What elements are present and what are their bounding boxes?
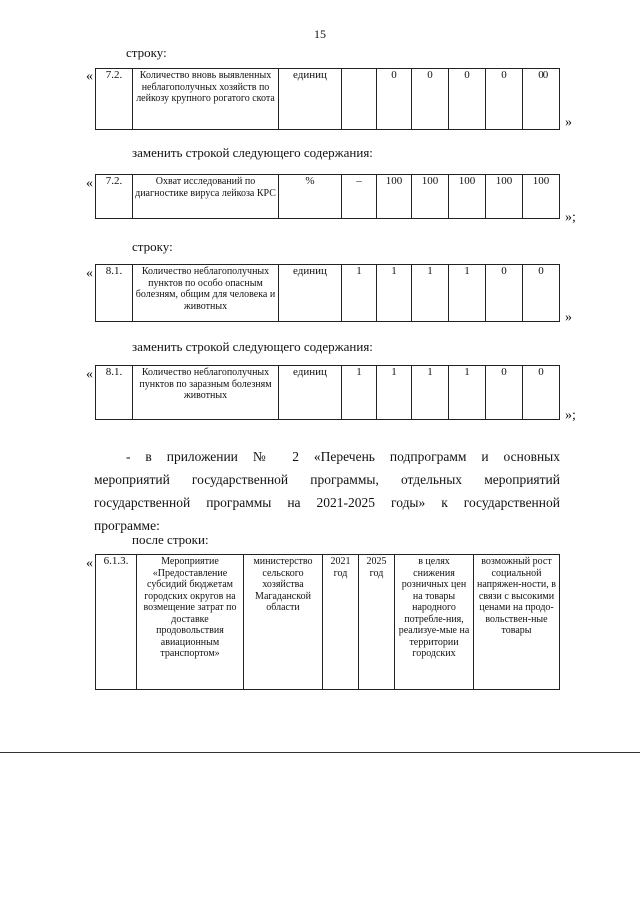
paragraph-line: мероприятий государственной программы, отдельных мероприятий xyxy=(94,472,560,487)
value-cell: 1 xyxy=(377,366,412,420)
measure-name: Мероприятие «Предоставление субсидий бюджетам городских округов на возмещение затрат по доставке продовольствия авиационным транспортом» xyxy=(137,555,244,690)
page-divider xyxy=(0,752,640,753)
unit-cell: единиц xyxy=(279,69,342,130)
table-7-2-old xyxy=(95,68,560,130)
quote-close-3: » xyxy=(565,310,572,325)
unit-cell: % xyxy=(279,175,342,219)
year-end-cell: 2025 год xyxy=(359,555,395,690)
value-cell: 1 xyxy=(412,366,449,420)
row-number: 6.1.3. xyxy=(96,555,137,690)
value-cell: – xyxy=(342,175,377,219)
executor-cell: министерство сельского хозяйства Магаданской области xyxy=(244,555,323,690)
value-cell: 0 xyxy=(523,265,560,322)
table-8-1-new xyxy=(95,365,560,420)
value-cell: 0 xyxy=(486,366,523,420)
quote-open-5: « xyxy=(86,556,93,571)
value-cell: 1 xyxy=(342,366,377,420)
goal-cell: в целях снижения розничных цен на товары народного потребле-ния, реализуе-мые на территории городских xyxy=(395,555,474,690)
paragraph-line: программе: xyxy=(94,518,160,533)
table-7-2-new xyxy=(95,174,560,219)
appendix-paragraph xyxy=(94,445,560,537)
risk-cell: возможный рост социальной напряжен-ности, в связи с высокими ценами на продо-вольствен-ные товары xyxy=(474,555,560,690)
value-cell: 0 xyxy=(486,69,523,130)
value-cell: 0 xyxy=(486,265,523,322)
value-cell: 1 xyxy=(342,265,377,322)
value-cell: 1 xyxy=(377,265,412,322)
unit-cell: единиц xyxy=(279,366,342,420)
value-cell: 0 xyxy=(412,69,449,130)
paragraph-line: - в приложении № 2 «Перечень подпрограмм и основных xyxy=(126,449,560,464)
value-cell: 1 xyxy=(412,265,449,322)
quote-open-4: « xyxy=(86,367,93,382)
row-number: 7.2. xyxy=(96,175,133,219)
value-cell: 0 xyxy=(542,69,549,81)
unit-cell: единиц xyxy=(279,265,342,322)
row-number: 8.1. xyxy=(96,366,133,420)
quote-close-2: »; xyxy=(565,210,576,225)
value-cell xyxy=(342,69,377,130)
value-cell: 0 xyxy=(377,69,412,130)
quote-close-1: » xyxy=(565,115,572,130)
value-cell: 100 xyxy=(486,175,523,219)
page-number: 15 xyxy=(314,27,326,41)
row-number: 7.2. xyxy=(96,69,133,130)
label-row-1: строку: xyxy=(126,45,167,60)
quote-open-3: « xyxy=(86,266,93,281)
quote-close-4: »; xyxy=(565,408,576,423)
label-after-rows: после строки: xyxy=(132,532,209,547)
indicator-name: Количество вновь выявленных неблагополучных хозяйств по лейкозу крупного рогатого скота xyxy=(133,69,279,130)
quote-open-1: « xyxy=(86,69,93,84)
value-cell: 100 xyxy=(449,175,486,219)
label-row-2: строку: xyxy=(132,239,173,254)
label-replace-1: заменить строкой следующего содержания: xyxy=(132,145,373,160)
value-cell: 1 xyxy=(449,265,486,322)
value-cell: 0 xyxy=(523,69,560,130)
label-replace-2: заменить строкой следующего содержания: xyxy=(132,339,373,354)
row-number: 8.1. xyxy=(96,265,133,322)
paragraph-line: государственной программы на 2021-2025 годы» к государственной xyxy=(94,495,560,510)
table-8-1-old xyxy=(95,264,560,322)
table-6-1-3 xyxy=(95,554,560,690)
value-cell: 0 xyxy=(523,366,560,420)
value-cell: 100 xyxy=(523,175,560,219)
value-cell: 0 xyxy=(449,69,486,130)
value-cell: 100 xyxy=(377,175,412,219)
indicator-name: Количество неблагополучных пунктов по заразным болезням животных xyxy=(133,366,279,420)
indicator-name: Количество неблагополучных пунктов по особо опасным болезням, общим для человека и животных xyxy=(133,265,279,322)
year-start-cell: 2021 год xyxy=(323,555,359,690)
quote-open-2: « xyxy=(86,176,93,191)
value-cell: 1 xyxy=(449,366,486,420)
indicator-name: Охват исследований по диагностике вируса лейкоза КРС xyxy=(133,175,279,219)
value-cell: 100 xyxy=(412,175,449,219)
